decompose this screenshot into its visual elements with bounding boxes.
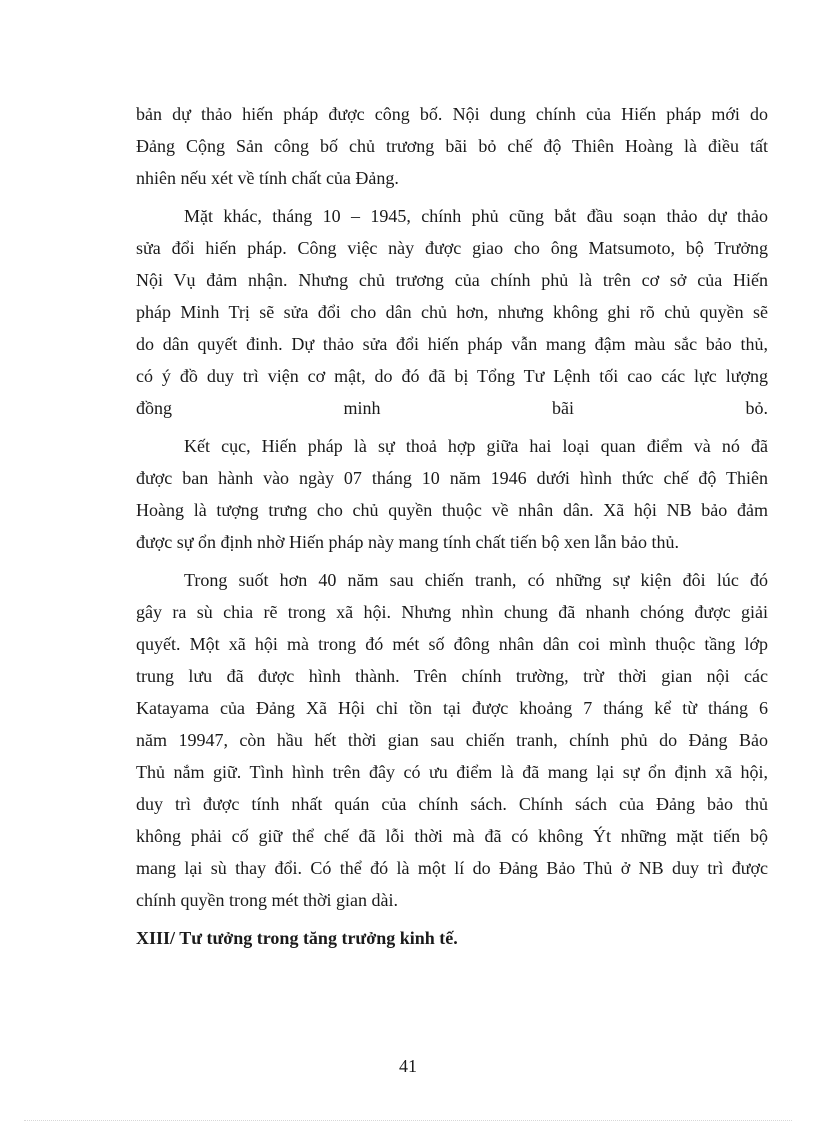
text-line: Đảng Cộng Sản công bố chủ trương bãi bỏ chế độ Thiên Hoàng là điều tất bbox=[136, 136, 768, 156]
text-line: Kết cục, Hiến pháp là sự thoả hợp giữa hai loại quan điểm và nó đã bbox=[184, 436, 768, 456]
page-number: 41 bbox=[399, 1056, 417, 1076]
text-line: được ban hành vào ngày 07 tháng 10 năm 1946 dưới hình thức chế độ Thiên bbox=[136, 468, 768, 488]
text-line: nhiên nếu xét về tính chất của Đảng. bbox=[136, 168, 399, 188]
paragraph bbox=[136, 98, 768, 194]
text-line: Trong suốt hơn 40 năm sau chiến tranh, có những sự kiện đôi lúc đó bbox=[184, 570, 768, 590]
text-line: năm 19947, còn hầu hết thời gian sau chiến tranh, chính phủ do Đảng Bảo bbox=[136, 730, 768, 750]
text-line: Hoàng là tượng trưng cho chủ quyền thuộc về nhân dân. Xã hội NB bảo đảm bbox=[136, 500, 768, 520]
page-bottom-border bbox=[24, 1120, 792, 1121]
paragraph bbox=[136, 430, 768, 558]
text-line: Thủ nắm giữ. Tình hình trên đây có ưu điểm là đã mang lại sự ổn định xã hội, bbox=[136, 762, 768, 782]
text-line: Katayama của Đảng Xã Hội chỉ tồn tại được khoảng 7 tháng kể từ tháng 6 bbox=[136, 698, 768, 718]
text-line: do dân quyết đinh. Dự thảo sửa đổi hiến pháp vẫn mang đậm màu sắc bảo thủ, bbox=[136, 334, 768, 354]
text-line: không phải cố giữ thể chế đã lỗi thời mà đã có không Ýt những mặt tiến bộ bbox=[136, 826, 768, 846]
text-line: được sự ổn định nhờ Hiến pháp này mang tính chất tiến bộ xen lẫn bảo thủ. bbox=[136, 532, 679, 552]
text-line: quyết. Một xã hội mà trong đó mét số đông nhân dân coi mình thuộc tầng lớp bbox=[136, 634, 768, 654]
paragraph bbox=[136, 200, 768, 424]
text-line: bản dự thảo hiến pháp được công bố. Nội dung chính của Hiến pháp mới do bbox=[136, 104, 768, 124]
text-line: mang lại sù thay đổi. Có thể đó là một lí do Đảng Bảo Thủ ở NB duy trì được bbox=[136, 858, 768, 878]
text-line: trung lưu đã được hình thành. Trên chính trường, trừ thời gian nội các bbox=[136, 666, 768, 686]
text-line: pháp Minh Trị sẽ sửa đổi cho dân chủ hơn, nhưng không ghi rõ chủ quyền sẽ bbox=[136, 302, 768, 322]
text-line: có ý đồ duy trì viện cơ mật, do đó đã bị Tổng Tư Lệnh tối cao các lực lượng bbox=[136, 366, 768, 386]
text-line: duy trì được tính nhất quán của chính sách. Chính sách của Đảng bảo thủ bbox=[136, 794, 768, 814]
text-line: chính quyền trong mét thời gian dài. bbox=[136, 890, 398, 910]
text-line: Nội Vụ đảm nhận. Nhưng chủ trương của chính phủ là trên cơ sở của Hiến bbox=[136, 270, 768, 290]
page-body bbox=[136, 98, 768, 954]
section-heading: XIII/ Tư tưởng trong tăng trưởng kinh tế. bbox=[136, 928, 458, 948]
text-line: Mặt khác, tháng 10 – 1945, chính phủ cũng bắt đầu soạn thảo dự thảo bbox=[184, 206, 768, 226]
paragraph bbox=[136, 564, 768, 916]
text-line: sửa đổi hiến pháp. Công việc này được giao cho ông Matsumoto, bộ Trưởng bbox=[136, 238, 768, 258]
text-line: đồng minh bãi bỏ. bbox=[136, 398, 768, 418]
text-line: gây ra sù chia rẽ trong xã hội. Nhưng nhìn chung đã nhanh chóng được giải bbox=[136, 602, 768, 622]
